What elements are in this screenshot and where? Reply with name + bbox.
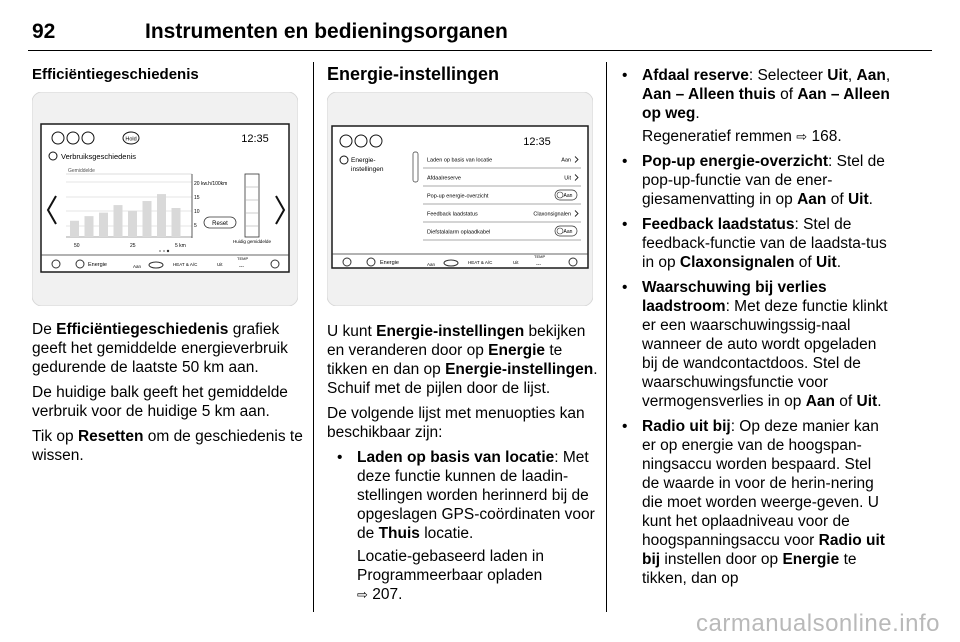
energy-paragraph-2: De volgende lijst met menuopties kan beschikbaar zijn:	[327, 405, 585, 441]
side-label-line2: instellingen	[351, 166, 384, 173]
history-bar	[128, 211, 137, 237]
bullet-descent-reserve: • Afdaal reserve: Selecteer Uit, Aan, Aan – Alleen thuis of Aan – Alleen op weg. Regeneratief remmen ⇨ 168.	[622, 67, 891, 145]
settings-row-label[interactable]: Feedback laadstatus	[427, 211, 478, 218]
column-divider-2	[606, 62, 607, 612]
settings-row-value: Claxonsignalen	[533, 211, 571, 218]
x-tick-50: 50	[74, 243, 80, 249]
bullet-power-loss-warning: • Waarschuwing bij verlies laadstroom: Met deze functie klinkt er een waarschuwingssig-naal wanneer de auto wordt opgeladen bij de wandcontactdoos. Stel de waarschuwingsfunctie voor vermogensverlies in op Aan of Uit.	[622, 279, 888, 410]
history-bar	[85, 216, 94, 237]
clock-time: 12:35	[241, 133, 269, 145]
bullet-location-charging: • Laden op basis van locatie: Met deze functie kunnen de laadin-stellingen worden herinnerd bij de opgeslagen GPS-coördinaten voor de Thuis locatie. Locatie-gebaseerd laden in Programmeerbaar opladen ⇨ 207.	[337, 449, 595, 603]
column-2-body	[327, 322, 599, 610]
bullet-popup-energy: • Pop-up energie-overzicht: Stel de pop-up-functie van de ener-giesamenvatting in op Aan of Uit.	[622, 153, 885, 208]
history-paragraph-3: Tik op Resetten om de geschiedenis te wissen.	[32, 428, 303, 464]
energy-paragraph-1: U kunt Energie-instellingen bekijken en veranderen door op Energie te tikken en dan op Energie-instellingen. Schuif met de pijlen door de lijst.	[327, 323, 598, 397]
temp-value: ---	[239, 264, 244, 270]
settings-row-value: Uit	[564, 175, 571, 182]
toggle-value: Aan	[563, 229, 573, 235]
column-2-heading	[327, 64, 597, 85]
hold-label: Hold	[125, 136, 137, 143]
settings-row-label[interactable]: Laden op basis van locatie	[427, 157, 493, 164]
watermark: carmanualsonline.info	[696, 610, 940, 637]
column-1-body	[32, 320, 304, 471]
history-bar	[143, 201, 152, 237]
current-average-label: Huidig gemiddelde	[232, 239, 272, 244]
ref-arrow-icon: ⇨	[796, 129, 808, 144]
x-tick-25: 25	[130, 243, 136, 249]
aan-label: Aan	[133, 264, 142, 269]
heat-ac-label-2[interactable]: HEAT & A/C	[468, 260, 493, 265]
y-tick-15: 15	[194, 195, 200, 201]
settings-row-label[interactable]: Afdaalreserve	[427, 175, 461, 182]
y-tick-20: 20 kw.h/100km	[194, 181, 228, 187]
section-heading-history: Efficiëntiegeschiedenis	[32, 66, 199, 83]
column-1	[32, 65, 304, 84]
history-bar	[172, 208, 181, 237]
temp-label-2: TEMP	[534, 254, 546, 259]
scrollbar[interactable]	[413, 152, 418, 182]
history-paragraph-1: De Efficiëntiegeschiedenis grafiek geeft het gemiddelde energieverbruik gedurende de laatste 50 km aan.	[32, 321, 288, 376]
page-title: Instrumenten en bedieningsorganen	[145, 20, 508, 43]
temp-label: TEMP	[237, 256, 249, 261]
y-tick-5: 5	[194, 223, 197, 229]
settings-row-label[interactable]: Pop-up energie-overzicht	[427, 193, 489, 200]
efficiency-history-screen	[32, 92, 298, 306]
heat-ac-label[interactable]: HEAT & A/C	[173, 262, 198, 267]
section-heading-energy-settings: Energie-instellingen	[327, 64, 500, 84]
settings-row-label[interactable]: Diefstalalarm oplaadkabel	[427, 229, 491, 236]
history-bar	[157, 194, 166, 237]
history-bar	[114, 205, 123, 237]
bullet-radio-off: • Radio uit bij: Op deze manier kan er op energie van de hoogspan-ningsaccu worden bespaard. Stel de waarde in voor de herin-nering die moet worden weerge-geven. U kunt het oplaadniveau voor de hoogspanningsaccu voor Radio uit bij instellen door op Energie te tikken, dan op	[622, 418, 885, 587]
uit-label-2: Uit	[513, 260, 519, 265]
average-label: Gemiddelde	[68, 168, 95, 174]
energy-label-2[interactable]: Energie	[380, 260, 399, 266]
aan-label-2: Aan	[427, 262, 436, 267]
column-3	[622, 66, 892, 594]
temp-value-2: ---	[536, 262, 541, 268]
column-divider-1	[313, 62, 314, 612]
current-average-bar	[245, 174, 259, 237]
history-bar	[99, 213, 108, 237]
settings-row-value: Aan	[561, 157, 571, 164]
bullet-charge-feedback: • Feedback laadstatus: Stel de feedback-functie van de laadsta-tus in op Claxonsignalen of Uit.	[622, 216, 887, 271]
energy-label[interactable]: Energie	[88, 262, 107, 268]
history-paragraph-2: De huidige balk geeft het gemiddelde verbruik voor de huidige 5 km aan.	[32, 384, 288, 420]
page-header	[28, 14, 932, 50]
screen-title: Verbruiksgeschiedenis	[61, 152, 137, 161]
efficiency-history-svg	[32, 92, 298, 306]
ref-arrow-icon: ⇨	[357, 587, 368, 602]
clock-time-2: 12:35	[523, 136, 551, 148]
energy-settings-svg	[327, 92, 593, 306]
side-label-line1: Energie-	[351, 157, 376, 164]
header-rule	[28, 50, 932, 51]
page-number: 92	[32, 20, 56, 43]
toggle-value: Aan	[563, 193, 573, 199]
uit-label: Uit	[217, 262, 223, 267]
x-tick-5km: 5 km	[175, 243, 186, 249]
energy-settings-screen	[327, 92, 593, 306]
reset-label: Reset	[212, 221, 228, 227]
y-tick-10: 10	[194, 209, 200, 215]
history-bar	[70, 221, 79, 237]
